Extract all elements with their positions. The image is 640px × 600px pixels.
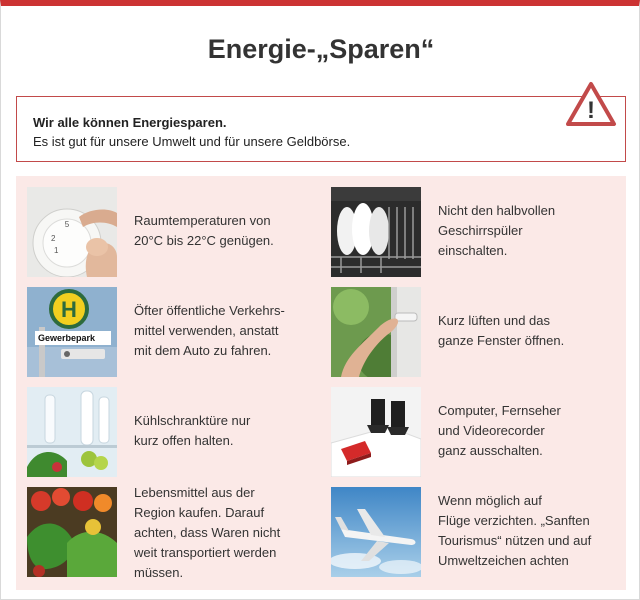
warning-triangle-icon	[565, 81, 617, 127]
thermostat-image	[27, 187, 117, 277]
tip-flights	[331, 487, 631, 579]
page-title: Energie-„Sparen“	[207, 34, 435, 64]
notice-box	[16, 96, 626, 162]
window-image	[331, 287, 421, 377]
tips-panel	[16, 176, 626, 590]
warning-glyph: !	[587, 97, 595, 124]
tip-text: Nicht den halbvollen Geschirrspüler einschalten.	[438, 203, 556, 258]
tip-dishwasher	[331, 187, 631, 279]
tip-text: Lebensmittel aus der Region kaufen. Darauf achten, dass Waren nicht weit transportiert werden müssen.	[134, 485, 281, 580]
notice-headline: Wir alle können Energiesparen.	[33, 115, 227, 130]
power-strip-image	[331, 387, 421, 477]
tip-standby	[331, 387, 631, 479]
svg-text:2: 2	[51, 234, 56, 243]
svg-text:H: H	[61, 297, 77, 322]
svg-text:Gewerbepark: Gewerbepark	[38, 333, 96, 343]
bus-stop-image	[27, 287, 117, 377]
airplane-image	[331, 487, 421, 577]
tip-text: Öfter öffentliche Verkehrs- mittel verwenden, anstatt mit dem Auto zu fahren.	[134, 303, 285, 358]
tip-text: Kühlschranktüre nur kurz offen halten.	[134, 413, 251, 448]
tip-public-transport	[27, 287, 327, 379]
dishwasher-image	[331, 187, 421, 277]
tip-text: Raumtemperaturen von 20°C bis 22°C genügen.	[134, 213, 274, 248]
notice-body: Es ist gut für unsere Umwelt und für unsere Geldbörse.	[33, 134, 351, 149]
fridge-image	[27, 387, 117, 477]
tip-fridge	[27, 387, 327, 479]
svg-text:1: 1	[54, 246, 59, 255]
tip-regional-food	[27, 487, 327, 579]
svg-text:5: 5	[64, 220, 70, 229]
tip-ventilation	[331, 287, 631, 379]
tip-heating	[27, 187, 327, 279]
tip-text: Kurz lüften und das ganze Fenster öffnen.	[438, 313, 565, 348]
tip-text: Wenn möglich auf Flüge verzichten. „Sanften Tourismus“ nützen und auf Umweltzeichen achten	[438, 493, 592, 568]
tip-text: Computer, Fernseher und Videorecorder ganz ausschalten.	[438, 403, 561, 458]
vegetables-image	[27, 487, 117, 577]
